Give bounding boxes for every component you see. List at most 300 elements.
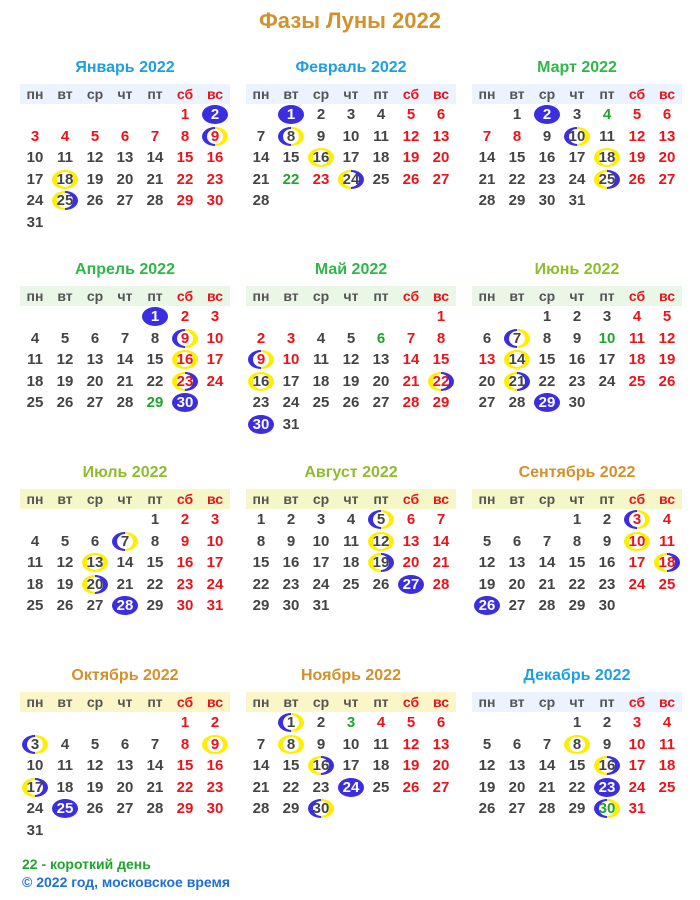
day-number: 3	[602, 308, 612, 325]
day-number: 13	[402, 532, 420, 550]
day-cell	[170, 755, 200, 777]
day-cell	[562, 595, 592, 617]
day-cell	[532, 734, 562, 756]
day-number: 26	[658, 372, 676, 390]
weekday-label: пт	[592, 84, 622, 104]
day-cell	[276, 574, 306, 596]
day-cell	[200, 509, 230, 531]
day-number: 15	[508, 149, 526, 166]
day-number: 30	[176, 394, 194, 411]
day-number: 9	[256, 351, 266, 368]
day-number: 15	[146, 554, 164, 571]
day-number: 6	[662, 106, 672, 123]
weekday-label: вт	[502, 489, 532, 509]
weekday-label: пт	[140, 84, 170, 104]
day-cell	[80, 169, 110, 191]
weekday-label: чт	[110, 692, 140, 712]
day-cell	[336, 777, 366, 799]
day-cell	[426, 531, 456, 553]
day-number: 4	[316, 329, 326, 347]
day-number: 21	[538, 778, 556, 796]
day-cell	[170, 349, 200, 371]
weekday-label: вт	[502, 692, 532, 712]
day-cell	[652, 169, 682, 191]
day-number: 11	[343, 532, 359, 550]
day-number: 30	[312, 800, 330, 817]
weekday-label: чт	[110, 84, 140, 104]
day-number: 27	[372, 394, 390, 411]
day-number: 14	[146, 149, 164, 166]
day-cell	[200, 777, 230, 799]
weekday-label: вс	[652, 84, 682, 104]
day-cell	[532, 126, 562, 148]
day-number: 6	[120, 127, 130, 145]
day-cell	[532, 574, 562, 596]
empty-cell	[80, 306, 110, 328]
day-number: 23	[176, 372, 194, 390]
day-cell	[562, 798, 592, 820]
day-cell	[622, 349, 652, 371]
day-cell	[532, 104, 562, 126]
day-cell	[306, 734, 336, 756]
weekday-label: пн	[472, 286, 502, 306]
day-cell	[336, 755, 366, 777]
day-cell	[652, 328, 682, 350]
day-cell	[562, 755, 592, 777]
day-cell	[336, 509, 366, 531]
day-number: 7	[256, 127, 266, 145]
day-cell	[200, 798, 230, 820]
day-number: 20	[372, 372, 390, 390]
day-number: 17	[206, 554, 224, 571]
day-cell	[336, 531, 366, 553]
days-grid	[20, 306, 230, 414]
day-number: 20	[116, 778, 134, 796]
day-number: 10	[312, 532, 330, 550]
day-number: 24	[568, 170, 586, 188]
day-number: 2	[602, 511, 612, 528]
day-number: 28	[146, 192, 164, 209]
day-cell	[200, 712, 230, 734]
day-number: 1	[286, 714, 296, 731]
days-grid	[246, 509, 456, 617]
day-number: 20	[658, 149, 676, 166]
month-title: Январь 2022	[75, 59, 175, 76]
day-cell	[426, 328, 456, 350]
day-cell	[246, 755, 276, 777]
day-cell	[170, 552, 200, 574]
weekday-label: сб	[622, 286, 652, 306]
day-cell	[80, 574, 110, 596]
day-number: 3	[632, 714, 642, 731]
weekday-label: вс	[652, 692, 682, 712]
day-cell	[472, 190, 502, 212]
day-number: 24	[312, 575, 330, 593]
month-title: Ноябрь 2022	[301, 667, 401, 684]
day-number: 11	[659, 735, 675, 753]
day-cell	[532, 552, 562, 574]
day-number: 12	[478, 757, 496, 774]
day-number: 22	[568, 575, 586, 593]
day-number: 26	[342, 394, 360, 411]
day-cell	[336, 349, 366, 371]
day-number: 17	[206, 351, 224, 368]
weekday-label: пт	[366, 489, 396, 509]
day-number: 8	[512, 127, 522, 145]
day-cell	[592, 712, 622, 734]
day-number: 5	[346, 329, 356, 347]
day-cell	[532, 371, 562, 393]
weekday-label: пт	[366, 286, 396, 306]
weekday-label: пн	[472, 489, 502, 509]
day-cell	[246, 392, 276, 414]
weekday-label: вс	[426, 84, 456, 104]
day-cell	[200, 371, 230, 393]
day-number: 14	[116, 554, 134, 571]
day-cell	[110, 126, 140, 148]
day-cell	[200, 190, 230, 212]
day-cell	[140, 574, 170, 596]
day-cell	[306, 552, 336, 574]
month-title: Август 2022	[304, 464, 398, 481]
day-number: 29	[176, 192, 194, 209]
days-grid	[246, 712, 456, 820]
weekday-label: вс	[200, 692, 230, 712]
day-number: 21	[146, 778, 164, 796]
day-number: 21	[478, 170, 496, 188]
day-cell	[50, 595, 80, 617]
day-number: 5	[482, 735, 492, 753]
month-title: Февраль 2022	[295, 59, 407, 76]
day-number: 22	[146, 575, 164, 593]
empty-cell	[110, 509, 140, 531]
day-cell	[592, 552, 622, 574]
day-cell	[652, 552, 682, 574]
day-cell	[426, 734, 456, 756]
day-number: 22	[432, 372, 450, 390]
day-number: 12	[86, 757, 104, 774]
day-cell	[652, 349, 682, 371]
weekday-label: сб	[396, 489, 426, 509]
day-cell	[472, 755, 502, 777]
day-number: 18	[372, 149, 390, 166]
day-cell	[276, 147, 306, 169]
day-number: 15	[538, 351, 556, 368]
day-cell	[80, 392, 110, 414]
empty-cell	[502, 712, 532, 734]
day-number: 28	[116, 394, 134, 411]
month-title: Сентябрь 2022	[518, 464, 636, 481]
day-number: 6	[436, 106, 446, 123]
day-number: 29	[568, 800, 586, 817]
day-cell	[246, 328, 276, 350]
weekday-label: сб	[170, 84, 200, 104]
day-cell	[276, 392, 306, 414]
day-cell	[170, 734, 200, 756]
day-number: 24	[26, 800, 44, 817]
weekday-label: пн	[20, 84, 50, 104]
day-number: 28	[538, 597, 556, 614]
day-number: 7	[120, 329, 130, 347]
day-number: 31	[628, 800, 646, 817]
weekday-label: ср	[532, 692, 562, 712]
day-cell	[366, 755, 396, 777]
day-cell	[20, 349, 50, 371]
weekday-label: пт	[592, 692, 622, 712]
day-number: 16	[176, 351, 194, 368]
weekday-label: пт	[366, 84, 396, 104]
day-cell	[336, 147, 366, 169]
day-cell	[170, 306, 200, 328]
day-cell	[622, 371, 652, 393]
weekday-label: вт	[276, 286, 306, 306]
weekday-label: пт	[140, 489, 170, 509]
day-cell	[502, 531, 532, 553]
copyright-note: © 2022 год, московское время	[22, 874, 230, 890]
day-cell	[50, 531, 80, 553]
day-number: 5	[482, 532, 492, 550]
day-number: 25	[628, 372, 646, 390]
day-cell	[276, 104, 306, 126]
day-cell	[532, 777, 562, 799]
day-number: 26	[86, 800, 104, 817]
day-number: 26	[628, 170, 646, 188]
weekday-label: чт	[110, 286, 140, 306]
weekday-label: ср	[80, 692, 110, 712]
day-number: 10	[282, 351, 300, 368]
day-number: 28	[116, 597, 134, 614]
day-cell	[472, 328, 502, 350]
day-cell	[532, 798, 562, 820]
day-number: 9	[316, 127, 326, 145]
weekday-label: пн	[20, 692, 50, 712]
day-number: 2	[286, 511, 296, 528]
day-number: 7	[120, 532, 130, 550]
day-number: 30	[282, 597, 300, 614]
day-number: 4	[602, 106, 612, 123]
day-number: 17	[598, 351, 616, 368]
day-number: 10	[628, 735, 646, 753]
day-number: 2	[316, 714, 326, 731]
day-number: 15	[432, 351, 450, 368]
day-number: 19	[628, 149, 646, 166]
day-number: 19	[402, 757, 420, 774]
day-cell	[562, 552, 592, 574]
weekday-label: пт	[140, 286, 170, 306]
day-cell	[140, 147, 170, 169]
day-number: 4	[30, 532, 40, 550]
day-number: 12	[86, 149, 104, 166]
weekday-label: вт	[276, 489, 306, 509]
day-number: 18	[26, 575, 44, 593]
month-calendar	[20, 258, 230, 414]
weekday-label: ср	[532, 489, 562, 509]
day-cell	[276, 414, 306, 436]
day-number: 21	[116, 372, 134, 390]
day-cell	[502, 126, 532, 148]
day-number: 17	[312, 554, 330, 571]
day-cell	[50, 349, 80, 371]
day-cell	[562, 392, 592, 414]
weekday-label: пн	[246, 489, 276, 509]
day-number: 2	[256, 329, 266, 347]
day-cell	[366, 328, 396, 350]
day-cell	[366, 777, 396, 799]
day-number: 13	[478, 351, 496, 368]
day-number: 16	[282, 554, 300, 571]
weekday-header	[246, 286, 456, 306]
day-number: 5	[632, 106, 642, 123]
empty-cell	[336, 306, 366, 328]
day-cell	[336, 371, 366, 393]
day-number: 15	[282, 757, 300, 774]
day-number: 22	[282, 170, 300, 188]
weekday-label: вт	[50, 84, 80, 104]
day-number: 26	[56, 597, 74, 614]
day-number: 3	[30, 735, 40, 753]
day-number: 25	[342, 575, 360, 593]
day-number: 3	[30, 127, 40, 145]
day-number: 1	[542, 308, 552, 325]
day-number: 7	[150, 127, 160, 145]
day-number: 26	[86, 192, 104, 209]
day-number: 25	[598, 170, 616, 188]
day-cell	[80, 328, 110, 350]
day-number: 9	[542, 127, 552, 145]
day-cell	[336, 712, 366, 734]
day-cell	[50, 147, 80, 169]
day-number: 21	[432, 554, 450, 571]
day-cell	[246, 509, 276, 531]
day-number: 26	[478, 597, 496, 614]
day-number: 21	[252, 170, 270, 188]
day-cell	[110, 777, 140, 799]
day-number: 30	[598, 597, 616, 614]
weekday-label: сб	[396, 692, 426, 712]
day-cell	[366, 169, 396, 191]
day-number: 9	[180, 329, 190, 347]
day-cell	[366, 126, 396, 148]
day-number: 17	[568, 149, 586, 166]
day-cell	[366, 104, 396, 126]
day-number: 18	[26, 372, 44, 390]
day-number: 12	[658, 329, 676, 347]
empty-cell	[110, 306, 140, 328]
day-number: 23	[282, 575, 300, 593]
day-cell	[652, 126, 682, 148]
day-number: 4	[60, 127, 70, 145]
day-cell	[396, 349, 426, 371]
page-title: Фазы Луны 2022	[259, 8, 441, 33]
day-number: 21	[508, 372, 526, 390]
day-cell	[532, 595, 562, 617]
day-number: 14	[116, 351, 134, 368]
day-cell	[80, 755, 110, 777]
day-number: 21	[252, 778, 270, 796]
day-number: 13	[658, 127, 676, 145]
day-number: 3	[210, 511, 220, 528]
day-number: 3	[346, 106, 356, 123]
empty-cell	[20, 509, 50, 531]
day-cell	[246, 777, 276, 799]
day-number: 23	[312, 170, 330, 188]
day-number: 5	[90, 735, 100, 753]
weekday-header	[20, 489, 230, 509]
day-cell	[472, 574, 502, 596]
day-cell	[306, 712, 336, 734]
day-number: 1	[286, 106, 296, 123]
day-number: 8	[542, 329, 552, 347]
empty-cell	[80, 509, 110, 531]
day-cell	[502, 595, 532, 617]
day-number: 24	[26, 192, 44, 209]
day-number: 25	[658, 575, 676, 593]
day-cell	[396, 509, 426, 531]
empty-cell	[396, 306, 426, 328]
day-number: 10	[342, 127, 360, 145]
day-cell	[140, 509, 170, 531]
day-cell	[140, 349, 170, 371]
day-number: 17	[628, 757, 646, 774]
day-cell	[562, 777, 592, 799]
day-cell	[306, 104, 336, 126]
day-number: 13	[508, 554, 526, 571]
day-number: 11	[659, 532, 675, 550]
day-number: 31	[282, 415, 300, 433]
day-cell	[276, 169, 306, 191]
day-number: 17	[628, 554, 646, 571]
day-cell	[170, 328, 200, 350]
days-grid	[20, 104, 230, 233]
day-number: 24	[206, 372, 224, 390]
day-cell	[592, 147, 622, 169]
day-cell	[246, 574, 276, 596]
day-cell	[20, 820, 50, 842]
day-cell	[622, 734, 652, 756]
day-cell	[50, 126, 80, 148]
weekday-label: вс	[652, 489, 682, 509]
day-cell	[336, 734, 366, 756]
day-cell	[336, 328, 366, 350]
day-cell	[592, 104, 622, 126]
day-number: 31	[568, 192, 586, 209]
day-cell	[306, 798, 336, 820]
month-calendar	[246, 56, 456, 212]
day-cell	[140, 392, 170, 414]
day-cell	[246, 126, 276, 148]
day-cell	[652, 371, 682, 393]
day-number: 16	[312, 757, 330, 774]
weekday-label: чт	[562, 692, 592, 712]
day-cell	[140, 126, 170, 148]
empty-cell	[502, 509, 532, 531]
day-number: 13	[86, 554, 104, 571]
day-number: 26	[372, 575, 390, 593]
day-number: 22	[176, 778, 194, 796]
days-grid	[246, 306, 456, 435]
day-number: 5	[90, 127, 100, 145]
day-number: 27	[508, 800, 526, 817]
day-cell	[426, 777, 456, 799]
day-number: 14	[538, 757, 556, 774]
day-cell	[622, 798, 652, 820]
day-number: 14	[432, 532, 450, 550]
day-number: 8	[286, 127, 296, 145]
day-number: 10	[628, 532, 646, 550]
day-cell	[562, 509, 592, 531]
weekday-label: пн	[20, 286, 50, 306]
day-cell	[562, 190, 592, 212]
